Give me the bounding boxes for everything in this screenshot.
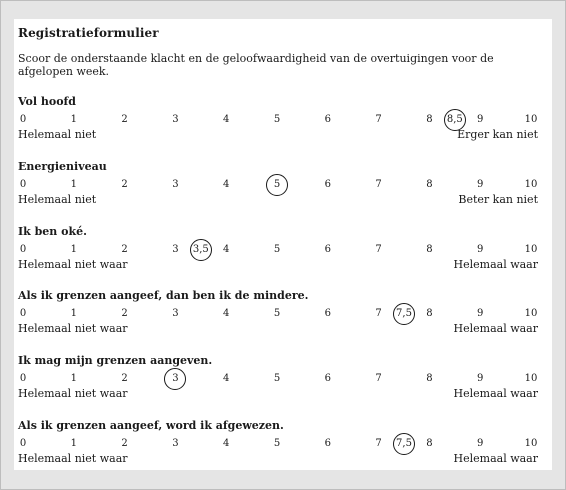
- scale-number[interactable]: 7: [375, 308, 382, 320]
- scale-number[interactable]: 2: [121, 243, 128, 255]
- scale-number[interactable]: 2: [121, 308, 128, 320]
- item-label: Energieniveau: [18, 159, 107, 173]
- scale-number[interactable]: 10: [524, 438, 538, 449]
- scale-number[interactable]: 1: [70, 243, 77, 255]
- scale-number[interactable]: 7: [375, 243, 382, 255]
- scale-low-anchor: Helemaal niet: [18, 128, 97, 141]
- scale-number[interactable]: 1: [70, 178, 77, 190]
- scale-number[interactable]: 8: [426, 114, 433, 125]
- circled-score: 5: [266, 174, 288, 196]
- circled-score: 7,5: [393, 433, 415, 455]
- rating-scale: [14, 437, 552, 453]
- scale-number[interactable]: 2: [121, 438, 128, 449]
- scale-number[interactable]: 7: [375, 373, 382, 385]
- scale-number[interactable]: 8: [426, 373, 433, 385]
- scale-number[interactable]: 7: [375, 178, 382, 190]
- rating-item: [14, 419, 552, 479]
- scale-high-anchor: Erger kan niet: [457, 128, 538, 141]
- scale-number[interactable]: 3: [172, 308, 179, 320]
- circled-score: 7,5: [393, 303, 415, 325]
- scale-number[interactable]: 9: [477, 114, 484, 125]
- scale-low-anchor: Helemaal niet: [18, 192, 97, 206]
- scale-low-anchor: Helemaal niet waar: [18, 452, 128, 465]
- scale-number[interactable]: 6: [324, 373, 331, 385]
- scale-high-anchor: Helemaal waar: [453, 257, 538, 271]
- form-title: Registratieformulier: [18, 26, 159, 40]
- scale-number[interactable]: 7: [375, 438, 382, 449]
- scale-low-anchor: Helemaal niet waar: [18, 322, 128, 336]
- scale-number[interactable]: 1: [70, 308, 77, 320]
- circled-score: 8,5: [444, 109, 466, 131]
- scale-number[interactable]: 2: [121, 178, 128, 190]
- rating-scale: [14, 243, 552, 259]
- scale-low-anchor: Helemaal niet waar: [18, 387, 128, 401]
- rating-item: [14, 160, 552, 220]
- scale-number[interactable]: 4: [223, 373, 230, 385]
- scale-number[interactable]: 0: [19, 243, 27, 255]
- item-label: Als ik grenzen aangeef, dan ben ik de mindere.: [18, 289, 309, 303]
- scale-number[interactable]: 6: [324, 438, 331, 449]
- scale-number[interactable]: 0: [19, 178, 27, 190]
- scale-number[interactable]: 9: [477, 308, 484, 320]
- scale-number[interactable]: 5: [273, 114, 281, 125]
- scale-number[interactable]: 6: [324, 114, 331, 125]
- scale-number[interactable]: 2: [121, 373, 128, 385]
- scale-number[interactable]: 9: [477, 373, 484, 385]
- scale-number[interactable]: 0: [19, 114, 27, 125]
- scale-number[interactable]: 10: [524, 373, 538, 385]
- scale-number[interactable]: 8: [426, 243, 433, 255]
- circled-score: 3,5: [190, 239, 212, 261]
- scale-number[interactable]: 8: [426, 308, 433, 320]
- scale-number[interactable]: 6: [324, 243, 331, 255]
- scale-number[interactable]: 5: [273, 308, 281, 320]
- scale-number[interactable]: 10: [524, 308, 538, 320]
- item-label: Vol hoofd: [18, 95, 76, 108]
- item-label: Als ik grenzen aangeef, word ik afgewezen.: [18, 419, 284, 432]
- scale-number[interactable]: 6: [324, 308, 331, 320]
- scale-number[interactable]: 4: [223, 308, 230, 320]
- rating-item: [14, 95, 552, 155]
- scale-number[interactable]: 6: [324, 178, 331, 190]
- scale-number[interactable]: 1: [70, 114, 77, 125]
- scale-number[interactable]: 10: [524, 243, 538, 255]
- scale-number[interactable]: 3: [172, 178, 179, 190]
- scale-number[interactable]: 4: [223, 114, 230, 125]
- circled-score: 3: [164, 368, 186, 390]
- scale-number[interactable]: 3: [172, 243, 179, 255]
- scale-number[interactable]: 1: [70, 438, 77, 449]
- rating-scale: [14, 113, 552, 129]
- scale-number[interactable]: 8: [426, 438, 433, 449]
- scale-number[interactable]: 4: [223, 243, 230, 255]
- scale-number[interactable]: 5: [273, 373, 281, 385]
- scale-number[interactable]: 5: [273, 243, 281, 255]
- scale-number[interactable]: 1: [70, 373, 77, 385]
- scale-number[interactable]: 9: [477, 438, 484, 449]
- scale-number[interactable]: 0: [19, 373, 27, 385]
- scale-number[interactable]: 4: [223, 438, 230, 449]
- scale-number[interactable]: 10: [524, 178, 538, 190]
- item-label: Ik mag mijn grenzen aangeven.: [18, 354, 213, 368]
- scale-number[interactable]: 5: [273, 438, 281, 449]
- scale-number[interactable]: 2: [121, 114, 128, 125]
- rating-item: [14, 354, 552, 414]
- scale-high-anchor: Beter kan niet: [458, 192, 538, 206]
- scale-low-anchor: Helemaal niet waar: [18, 257, 128, 271]
- scale-number[interactable]: 0: [19, 438, 27, 449]
- rating-scale: [14, 372, 552, 388]
- scale-number[interactable]: 9: [477, 243, 484, 255]
- scale-high-anchor: Helemaal waar: [453, 322, 538, 336]
- scale-number[interactable]: 9: [477, 178, 484, 190]
- rating-scale: [14, 178, 552, 194]
- scale-number[interactable]: 10: [524, 114, 538, 125]
- registration-form: [14, 19, 552, 470]
- rating-scale: [14, 307, 552, 323]
- scale-high-anchor: Helemaal waar: [453, 452, 538, 465]
- scale-number[interactable]: 7: [375, 114, 382, 125]
- rating-item: [14, 225, 552, 285]
- scale-number[interactable]: 8: [426, 178, 433, 190]
- scale-number[interactable]: 3: [172, 438, 179, 449]
- scale-number[interactable]: 4: [223, 178, 230, 190]
- form-instructions: Scoor de onderstaande klacht en de geloofwaardigheid van de overtuigingen voor de afgelopen week.: [18, 52, 494, 78]
- scale-number[interactable]: 0: [19, 308, 27, 320]
- scale-number[interactable]: 3: [172, 114, 179, 125]
- rating-item: [14, 289, 552, 349]
- scale-high-anchor: Helemaal waar: [453, 387, 538, 401]
- item-label: Ik ben oké.: [18, 224, 87, 238]
